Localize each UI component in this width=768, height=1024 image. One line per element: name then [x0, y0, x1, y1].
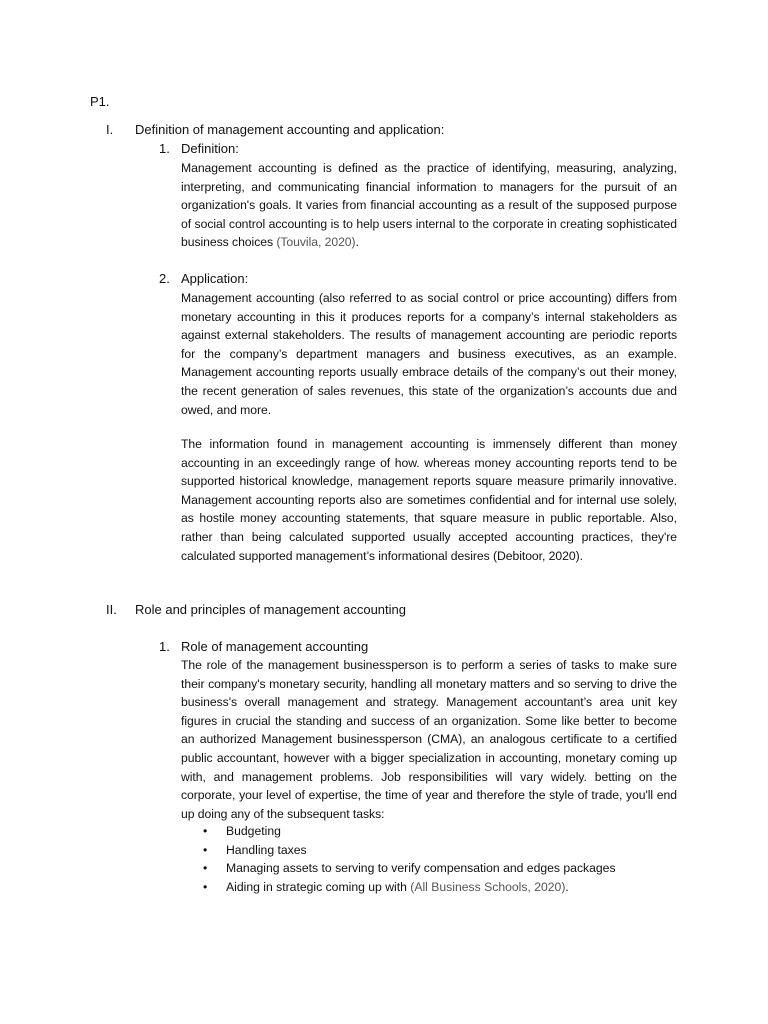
bullet-glyph: •	[203, 879, 208, 894]
subheading-title: Definition:	[181, 141, 239, 156]
subheading-definition	[159, 140, 239, 159]
bullet-glyph: •	[203, 861, 208, 876]
paragraph-definition	[181, 159, 677, 252]
list-item-text: Managing assets to serving to verify compensation and edges packages	[226, 861, 616, 876]
list-item-text: Budgeting	[226, 824, 281, 838]
subheading-number: 1.	[159, 639, 170, 654]
section-numeral: II.	[106, 602, 117, 617]
section-heading-1	[106, 121, 444, 139]
citation: (All Business Schools, 2020)	[410, 879, 566, 894]
citation: (Touvila, 2020)	[276, 235, 356, 250]
section-heading-2	[106, 601, 406, 619]
subheading-application	[159, 270, 248, 289]
subheading-number: 1.	[159, 141, 170, 156]
list-item	[200, 841, 616, 860]
list-item	[200, 822, 616, 841]
sentence-end: .	[355, 235, 359, 250]
paragraph-application-1: Management accounting (also referred to as social control or price accounting) differs from monetary accounting in this it produces reports for a company’s internal stakeholders as against external stakeholders. The results of management accounting are periodic reports for the company’s department managers and business executives, as an example. Management accounting reports usually embrace details of the company’s out their money, the recent generation of sales revenues, this state of the organization’s accounts due and owed, and more.	[181, 291, 677, 417]
task-list	[200, 822, 616, 896]
paragraph-text: Management accounting is defined as the practice of identifying, measuring, analyzing, interpreting, and communicating financial information to managers for the pursuit of an organization's goals. It varies from financial accounting as a result of the supposed purpose of social control accounting is to help users internal to the corporate in creating sophisticated business choices	[181, 161, 677, 250]
subheading-title: Application:	[181, 271, 249, 286]
list-item-text: Handling taxes	[226, 842, 307, 857]
sentence-end: .	[565, 879, 569, 894]
paragraph-role: The role of the management businessperson is to perform a series of tasks to make sure their company's monetary security, handling all monetary matters and so serving to drive the business's overall management and strategy. Management accountant’s area unit key figures in crucial the standing and success of an organization. Some like better to become an authorized Management businessperson (CMA), an analogous certificate to a certified public accountant, however with a bigger specialization in accounting, monetary coming up with, and management problems. Job responsibilities will vary widely. betting on the corporate, your level of expertise, the time of year and therefore the style of trade, you'll end up doing any of the subsequent tasks:	[181, 658, 677, 821]
page-label: P1.	[90, 94, 110, 109]
bullet-glyph: •	[203, 824, 208, 838]
list-item	[200, 859, 616, 878]
list-item-text: Aiding in strategic coming up with	[226, 879, 407, 894]
subheading-title: Role of management accounting	[181, 639, 369, 654]
subheading-number: 2.	[159, 271, 170, 286]
section-numeral: I.	[106, 122, 114, 137]
subheading-role	[159, 638, 368, 657]
bullet-glyph: •	[203, 842, 208, 857]
list-item	[200, 878, 616, 897]
section-title: Role and principles of management accounting	[135, 602, 407, 617]
section-title: Definition of management accounting and application:	[135, 122, 445, 137]
paragraph-application-2: The information found in management accounting is immensely different than money accounting in an exceedingly range of how. whereas money accounting reports tend to be supported historical knowledge, management reports square measure primarily innovative. Management accounting reports also are sometimes confidential and for internal use solely, as hostile money accounting statements, that square measure in public reportable. Also, rather than being calculated supported usually accepted accounting practices, they're calculated supported management’s informational desires (Debitoor, 2020).	[181, 437, 677, 563]
